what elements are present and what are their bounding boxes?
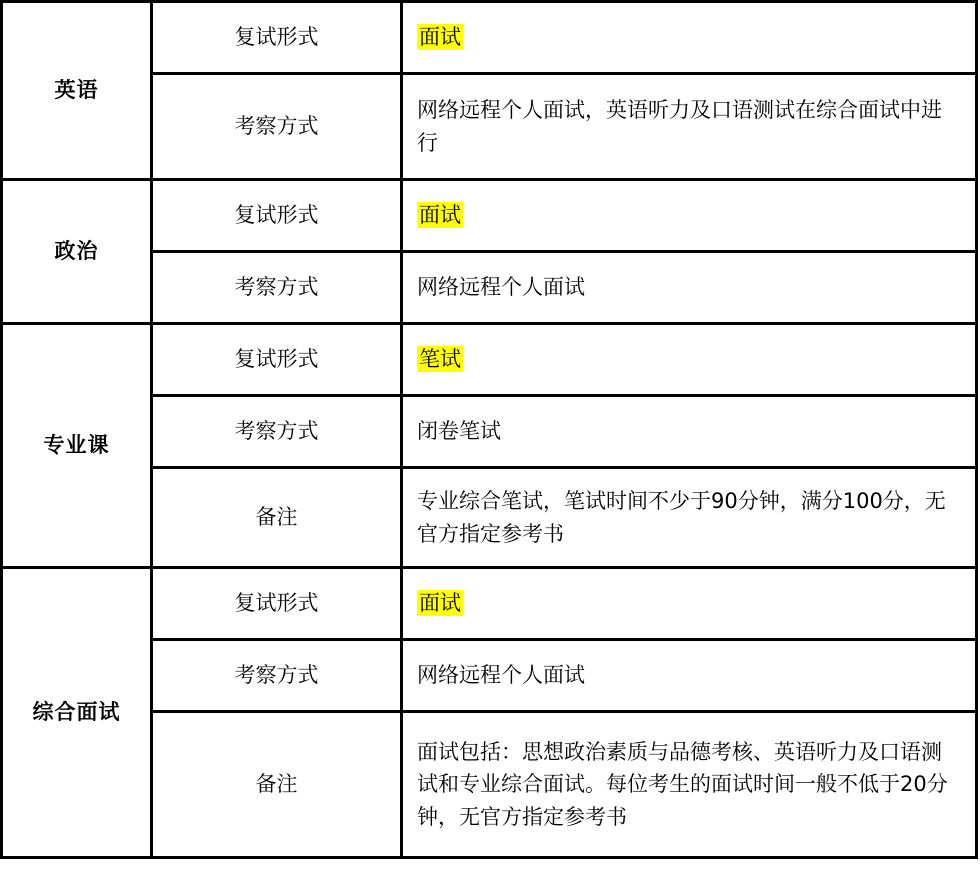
value-cell: 专业综合笔试，笔试时间不少于90分钟，满分100分，无官方指定参考书 xyxy=(402,468,977,568)
highlighted-value: 面试 xyxy=(419,203,461,228)
field-cell: 考察方式 xyxy=(152,640,402,712)
table-row xyxy=(2,568,977,640)
field-cell: 考察方式 xyxy=(152,74,402,180)
highlighted-value: 面试 xyxy=(419,591,461,616)
value-cell xyxy=(402,324,977,396)
value-cell xyxy=(402,180,977,252)
subject-cell-english: 英语 xyxy=(2,2,152,180)
highlighted-value: 面试 xyxy=(419,25,461,50)
table-row xyxy=(2,324,977,396)
value-cell xyxy=(402,568,977,640)
subject-cell-politics: 政治 xyxy=(2,180,152,324)
value-cell xyxy=(402,2,977,74)
value-cell: 网络远程个人面试 xyxy=(402,252,977,324)
field-cell: 考察方式 xyxy=(152,396,402,468)
highlighted-value: 笔试 xyxy=(419,347,461,372)
field-cell: 考察方式 xyxy=(152,252,402,324)
value-cell: 面试包括：思想政治素质与品德考核、英语听力及口语测试和专业综合面试。每位考生的面试时间一般不低于20分钟，无官方指定参考书 xyxy=(402,712,977,858)
field-cell: 复试形式 xyxy=(152,2,402,74)
value-cell: 网络远程个人面试 xyxy=(402,640,977,712)
table-row xyxy=(2,180,977,252)
field-cell: 复试形式 xyxy=(152,180,402,252)
field-cell: 复试形式 xyxy=(152,568,402,640)
field-cell: 复试形式 xyxy=(152,324,402,396)
field-cell: 备注 xyxy=(152,712,402,858)
value-cell: 闭卷笔试 xyxy=(402,396,977,468)
subject-cell-comprehensive-interview: 综合面试 xyxy=(2,568,152,858)
table-row xyxy=(2,2,977,74)
subject-cell-major-course: 专业课 xyxy=(2,324,152,568)
field-cell: 备注 xyxy=(152,468,402,568)
value-cell: 网络远程个人面试，英语听力及口语测试在综合面试中进行 xyxy=(402,74,977,180)
